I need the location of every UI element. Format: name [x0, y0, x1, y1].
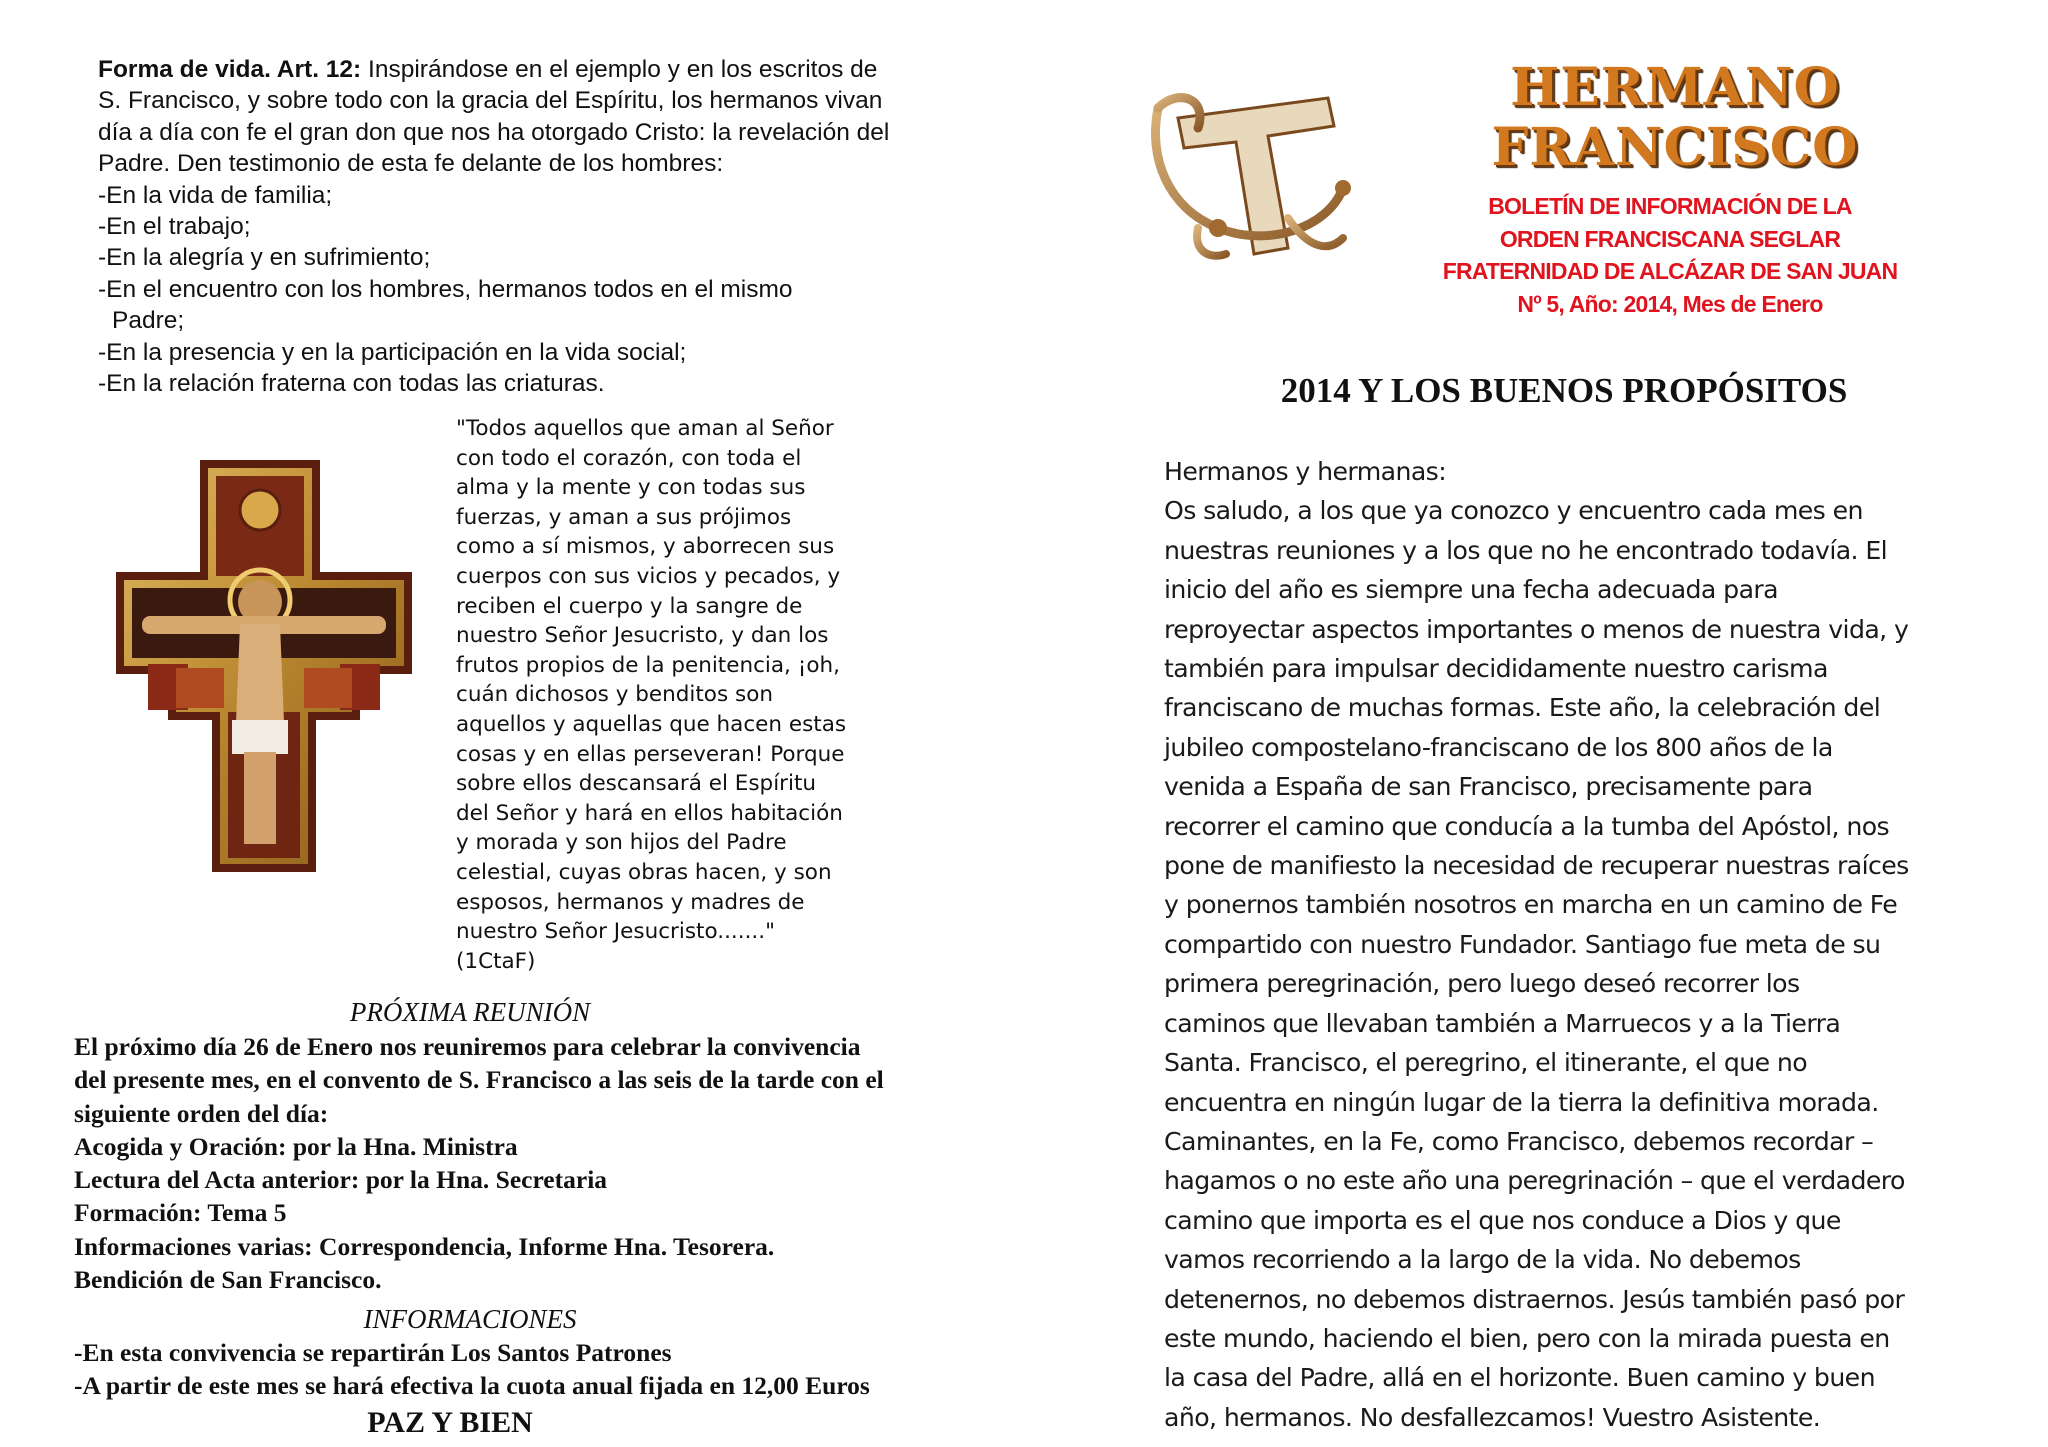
- quote-line: nuestro Señor Jesucristo.......": [456, 919, 775, 945]
- art12-line: -En la relación fraterna con todas las criaturas.: [98, 370, 605, 398]
- closing-greeting: PAZ Y BIEN: [367, 1406, 533, 1439]
- quote-line: cosas y en ellas perseveran! Porque: [456, 741, 845, 767]
- art12-line: -En la alegría y en sufrimiento;: [98, 244, 431, 272]
- quote-line: del Señor y hará en ellos habitación: [456, 800, 843, 826]
- letter-line: vamos recorriendo a la largo de la vida. No debemos: [1164, 1245, 1801, 1275]
- art12-line: -En el trabajo;: [98, 213, 251, 241]
- agenda-line: del presente mes, en el convento de S. Francisco a las seis de la tarde con el: [74, 1065, 884, 1095]
- agenda-line: Bendición de San Francisco.: [74, 1265, 382, 1295]
- quote-line: y morada y son hijos del Padre: [456, 830, 787, 856]
- letter-line: jubileo compostelano-franciscano de los 800 años de la: [1164, 732, 1833, 762]
- quote-line: nuestro Señor Jesucristo, y dan los: [456, 623, 829, 649]
- letter-line: encuentra en ningún lugar de la tierra la definitiva morada.: [1164, 1087, 1879, 1117]
- quote-line: "Todos aquellos que aman al Señor: [456, 416, 834, 441]
- rule-article-12: [98, 54, 1028, 399]
- newsletter-masthead: HERMANO FRANCISCO: [1491, 57, 1859, 178]
- art12-line: -En la vida de familia;: [98, 181, 333, 209]
- quote-line: fuerzas, y aman a sus prójimos: [456, 504, 792, 530]
- letter-line: pone de manifiesto la necesidad de recuperar nuestras raíces: [1164, 851, 1909, 881]
- quote-citation: (1CtaF): [456, 948, 536, 974]
- info-line: -En esta convivencia se repartirán Los Santos Patrones: [74, 1338, 672, 1367]
- quote-line: como a sí mismos, y aborrecen sus: [456, 534, 835, 560]
- article-headline: 2014 Y LOS BUENOS PROPÓSITOS: [1280, 371, 1848, 410]
- quote-line: reciben el cuerpo y la sangre de: [456, 593, 803, 619]
- letter-line: reproyectar aspectos importantes o menos de nuestra vida, y: [1164, 614, 1909, 644]
- art12-line: Padre. Den testimonio de esta fe delante de los hombres:: [98, 150, 724, 178]
- tau-cross-cord-icon: [1138, 78, 1358, 268]
- art12-line: día a día con fe el gran don que nos ha otorgado Cristo: la revelación del: [98, 118, 890, 146]
- agenda-line: Informaciones varias: Correspondencia, Informe Hna. Tesorera.: [74, 1231, 775, 1261]
- letter-line: este mundo, haciendo el bien, pero con la mirada puesta en: [1164, 1323, 1890, 1353]
- quote-line: celestial, cuyas obras hacen, y son: [456, 859, 832, 885]
- letter-line: hagamos o no este año una peregrinación – que el verdadero: [1164, 1166, 1905, 1196]
- art12-line: Padre;: [112, 307, 185, 335]
- letter-to-faithful-quote: [456, 414, 876, 976]
- art12-line: Forma de vida. Art. 12: Inspirándose en el ejemplo y en los escritos de: [98, 56, 878, 83]
- quote-line: cuerpos con sus vicios y pecados, y: [456, 563, 841, 589]
- letter-line: Hermanos y hermanas:: [1164, 457, 1447, 486]
- letter-line: también para impulsar decididamente nuestro carisma: [1164, 654, 1828, 684]
- right-page: [1080, 0, 2048, 1447]
- letter-line: Os saludo, a los que ya conozco y encuentro cada mes en: [1164, 496, 1863, 526]
- information-list: [74, 1336, 1034, 1402]
- quote-line: cuán dichosos y benditos son: [456, 682, 773, 708]
- bulletin-info: [1380, 190, 1960, 320]
- assistant-letter: [1164, 452, 2024, 1437]
- quote-line: sobre ellos descansará el Espíritu: [456, 771, 817, 797]
- quote-line: alma y la mente y con todas sus: [456, 475, 806, 501]
- art12-line: -En la presencia y en la participación en la vida social;: [98, 338, 687, 366]
- information-title: INFORMACIONES: [363, 1304, 577, 1334]
- letter-line: caminos que llevaban también a Marruecos y a la Tierra: [1164, 1008, 1841, 1038]
- letter-line: compartido con nuestro Fundador. Santiago fue meta de su: [1164, 929, 1881, 959]
- letter-line: venida a España de san Francisco, precisamente para: [1164, 772, 1813, 802]
- letter-line: primera peregrinación, pero luego deseó recorrer los: [1164, 969, 1800, 999]
- meeting-agenda: [74, 1030, 1034, 1296]
- bulletin-line: BOLETÍN DE INFORMACIÓN DE LA: [1488, 193, 1852, 219]
- quote-line: aquellos y aquellas que hacen estas: [456, 711, 847, 737]
- issue-line: Nº 5, Año: 2014, Mes de Enero: [1517, 290, 1823, 317]
- letter-line: camino que importa es el que nos conduce a Dios y que: [1164, 1205, 1841, 1235]
- letter-line: recorrer el camino que conducía a la tumba del Apóstol, nos: [1164, 811, 1890, 841]
- bulletin-line: FRATERNIDAD DE ALCÁZAR DE SAN JUAN: [1442, 258, 1898, 284]
- next-meeting-title: PRÓXIMA REUNIÓN: [349, 997, 591, 1027]
- quote-line: esposos, hermanos y madres de: [456, 889, 805, 915]
- agenda-line: siguiente orden del día:: [74, 1098, 329, 1128]
- agenda-line: Acogida y Oración: por la Hna. Ministra: [74, 1131, 518, 1161]
- info-line: -A partir de este mes se hará efectiva la cuota anual fijada en 12,00 Euros: [74, 1371, 870, 1400]
- letter-line: nuestras reuniones y a los que no he encontrado todavía. El: [1164, 535, 1888, 565]
- letter-line: franciscano de muchas formas. Este año, la celebración del: [1164, 693, 1881, 723]
- art12-line: -En el encuentro con los hombres, hermanos todos en el mismo: [98, 275, 793, 303]
- letter-line: detenernos, no debemos distraernos. Jesús también pasó por: [1164, 1284, 1905, 1314]
- san-damiano-cross-icon: [112, 452, 416, 872]
- letter-line: la casa del Padre, allá en el horizonte. Buen camino y buen: [1164, 1363, 1875, 1393]
- agenda-line: Formación: Tema 5: [74, 1198, 287, 1228]
- letter-line: inicio del año es siempre una fecha adecuada para: [1164, 575, 1778, 605]
- quote-line: con todo el corazón, con toda el: [456, 445, 802, 471]
- quote-line: frutos propios de la penitencia, ¡oh,: [456, 652, 840, 678]
- letter-line: Santa. Francisco, el peregrino, el itinerante, el que no: [1164, 1048, 1808, 1078]
- bulletin-line: ORDEN FRANCISCANA SEGLAR: [1499, 225, 1841, 252]
- letter-signoff: año, hermanos. No desfallezcamos! Vuestro Asistente.: [1164, 1402, 1821, 1432]
- letter-line: y ponernos también nosotros en marcha en un camino de Fe: [1164, 890, 1898, 920]
- letter-line: Caminantes, en la Fe, como Francisco, debemos recordar –: [1164, 1126, 1874, 1156]
- agenda-line: Lectura del Acta anterior: por la Hna. Secretaria: [74, 1165, 608, 1195]
- art12-line: S. Francisco, y sobre todo con la gracia del Espíritu, los hermanos vivan: [98, 87, 883, 115]
- agenda-line: El próximo día 26 de Enero nos reuniremos para celebrar la convivencia: [74, 1032, 861, 1061]
